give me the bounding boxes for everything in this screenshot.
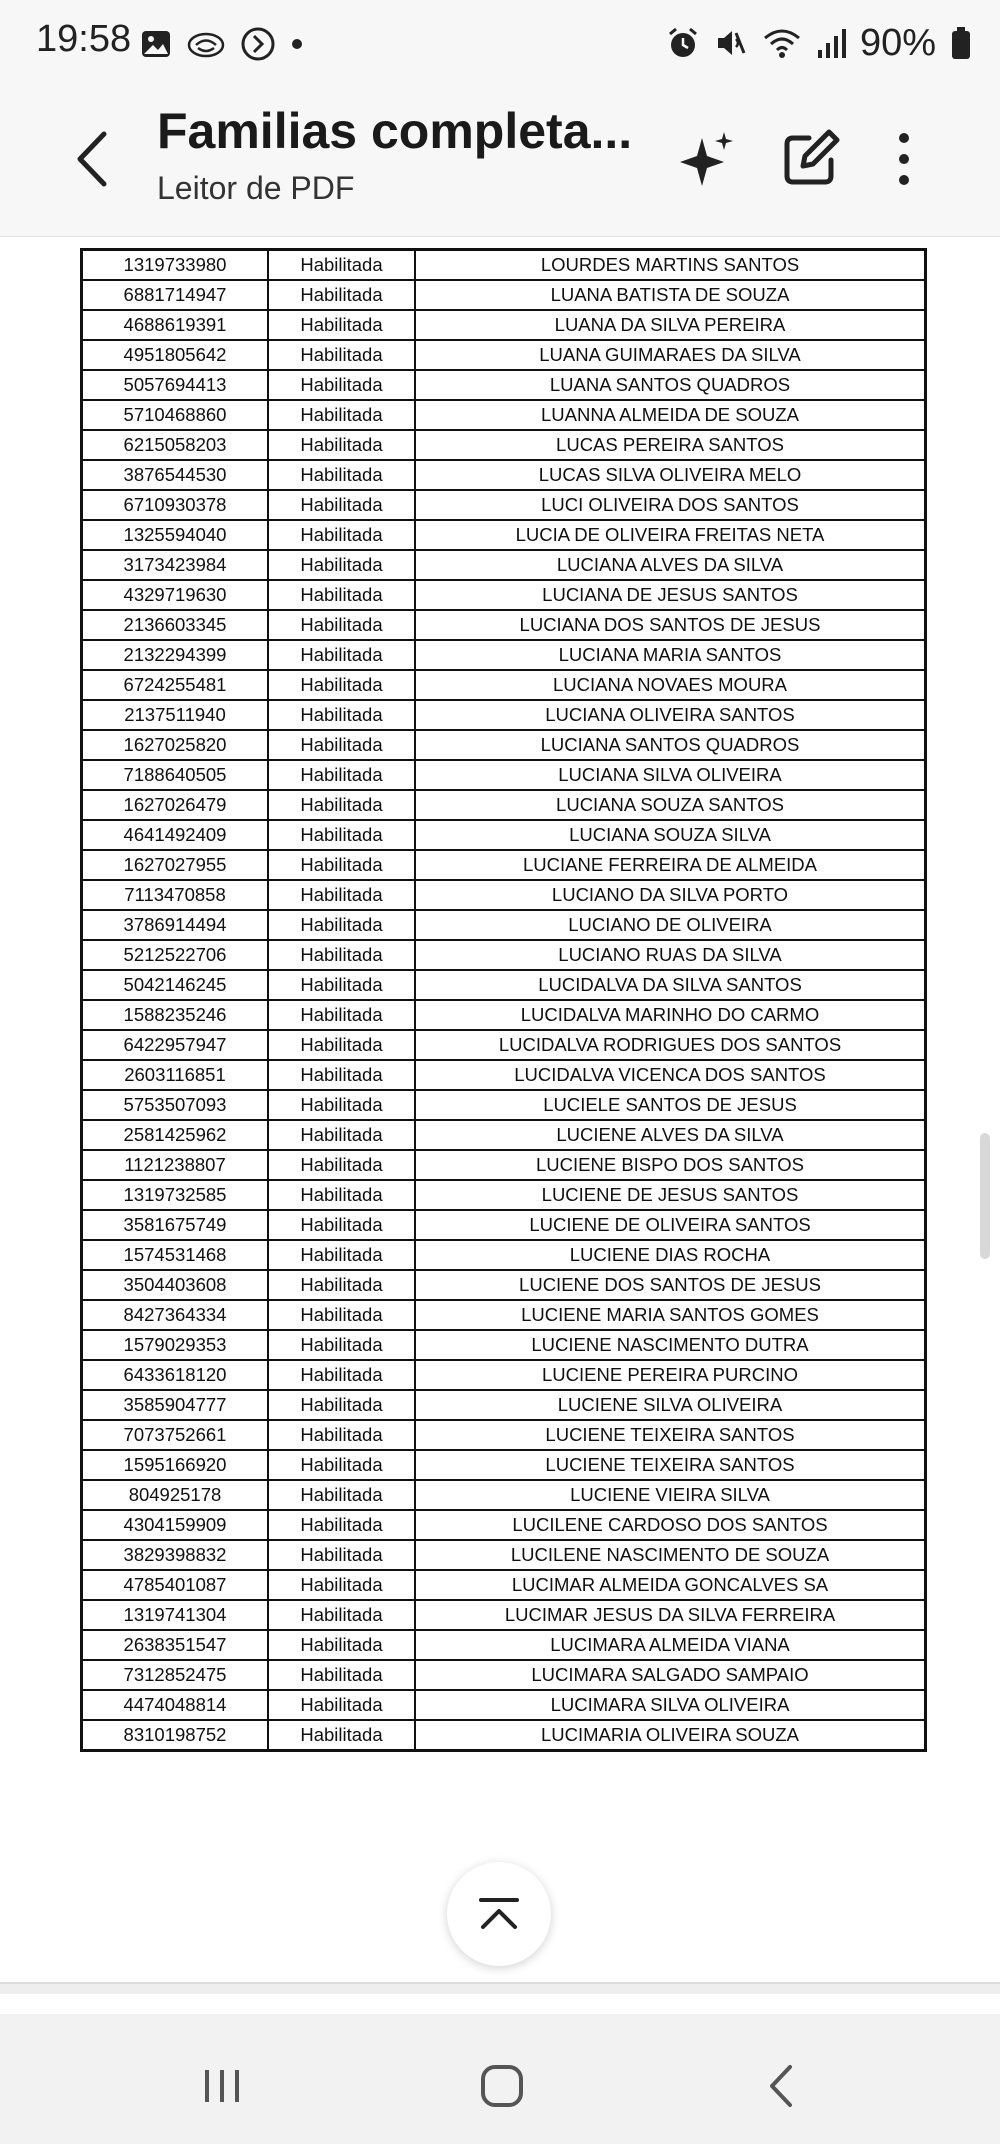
family-id-cell: 1121238807 bbox=[82, 1150, 269, 1180]
table-row bbox=[82, 1240, 926, 1270]
family-id-cell: 2137511940 bbox=[82, 700, 269, 730]
status-cell: Habilitada bbox=[268, 1600, 415, 1630]
status-time: 19:58 bbox=[36, 18, 132, 60]
name-cell: LUCIMAR JESUS DA SILVA FERREIRA bbox=[415, 1600, 926, 1630]
families-table bbox=[80, 248, 927, 1752]
status-cell: Habilitada bbox=[268, 490, 415, 520]
table-row bbox=[82, 460, 926, 490]
more-icon bbox=[869, 124, 939, 194]
status-cell: Habilitada bbox=[268, 820, 415, 850]
document-title: Familias completa... bbox=[157, 103, 633, 159]
status-cell: Habilitada bbox=[268, 1690, 415, 1720]
status-left-icons bbox=[140, 24, 304, 64]
recent-apps-icon bbox=[197, 2064, 247, 2108]
status-cell: Habilitada bbox=[268, 970, 415, 1000]
table-row bbox=[82, 1150, 926, 1180]
table-row bbox=[82, 850, 926, 880]
name-cell: LUCIENE TEIXEIRA SANTOS bbox=[415, 1450, 926, 1480]
name-cell: LUCIANA SOUZA SILVA bbox=[415, 820, 926, 850]
table-row bbox=[82, 1330, 926, 1360]
gallery-icon bbox=[140, 28, 172, 60]
table-row bbox=[82, 400, 926, 430]
name-cell: LUCIENE DE JESUS SANTOS bbox=[415, 1180, 926, 1210]
status-cell: Habilitada bbox=[268, 1570, 415, 1600]
back-icon bbox=[68, 124, 118, 194]
name-cell: LUCIDALVA RODRIGUES DOS SANTOS bbox=[415, 1030, 926, 1060]
table-row bbox=[82, 1270, 926, 1300]
name-cell: LUCIA DE OLIVEIRA FREITAS NETA bbox=[415, 520, 926, 550]
table-row bbox=[82, 940, 926, 970]
name-cell: LUCIDALVA MARINHO DO CARMO bbox=[415, 1000, 926, 1030]
back-button[interactable] bbox=[68, 124, 118, 194]
name-cell: LUCIENE ALVES DA SILVA bbox=[415, 1120, 926, 1150]
status-cell: Habilitada bbox=[268, 1270, 415, 1300]
name-cell: LUCIENE VIEIRA SILVA bbox=[415, 1480, 926, 1510]
scroll-to-top-button[interactable] bbox=[447, 1862, 551, 1966]
family-id-cell: 4951805642 bbox=[82, 340, 269, 370]
edit-button[interactable] bbox=[775, 124, 845, 194]
name-cell: LUCIDALVA VICENCA DOS SANTOS bbox=[415, 1060, 926, 1090]
family-id-cell: 4688619391 bbox=[82, 310, 269, 340]
name-cell: LUCIENE BISPO DOS SANTOS bbox=[415, 1150, 926, 1180]
ai-assist-button[interactable] bbox=[672, 124, 742, 194]
table-row bbox=[82, 370, 926, 400]
name-cell: LUCIENE MARIA SANTOS GOMES bbox=[415, 1300, 926, 1330]
back-nav-icon bbox=[762, 2061, 802, 2111]
name-cell: LUCIANA OLIVEIRA SANTOS bbox=[415, 700, 926, 730]
name-cell: LUANA DA SILVA PEREIRA bbox=[415, 310, 926, 340]
page-bottom-divider bbox=[0, 1982, 1000, 1994]
family-id-cell: 6215058203 bbox=[82, 430, 269, 460]
status-cell: Habilitada bbox=[268, 940, 415, 970]
name-cell: LUCIANA ALVES DA SILVA bbox=[415, 550, 926, 580]
name-cell: LUCAS SILVA OLIVEIRA MELO bbox=[415, 460, 926, 490]
family-id-cell: 1627025820 bbox=[82, 730, 269, 760]
status-bar bbox=[0, 0, 1000, 84]
status-cell: Habilitada bbox=[268, 1630, 415, 1660]
name-cell: LUCIENE TEIXEIRA SANTOS bbox=[415, 1420, 926, 1450]
name-cell: LUCIENE DOS SANTOS DE JESUS bbox=[415, 1270, 926, 1300]
name-cell: LUCIELE SANTOS DE JESUS bbox=[415, 1090, 926, 1120]
status-cell: Habilitada bbox=[268, 1300, 415, 1330]
family-id-cell: 3585904777 bbox=[82, 1390, 269, 1420]
status-cell: Habilitada bbox=[268, 1390, 415, 1420]
sparkle-icon bbox=[672, 124, 742, 194]
family-id-cell: 2581425962 bbox=[82, 1120, 269, 1150]
family-id-cell: 1627026479 bbox=[82, 790, 269, 820]
schedule-icon bbox=[240, 26, 276, 62]
name-cell: LUCIANA SILVA OLIVEIRA bbox=[415, 760, 926, 790]
name-cell: LUCIANA SANTOS QUADROS bbox=[415, 730, 926, 760]
status-cell: Habilitada bbox=[268, 310, 415, 340]
family-id-cell: 4329719630 bbox=[82, 580, 269, 610]
family-id-cell: 2603116851 bbox=[82, 1060, 269, 1090]
system-nav-bar bbox=[0, 2014, 1000, 2144]
table-row bbox=[82, 880, 926, 910]
name-cell: LUCIANO DE OLIVEIRA bbox=[415, 910, 926, 940]
status-cell: Habilitada bbox=[268, 730, 415, 760]
family-id-cell: 7312852475 bbox=[82, 1660, 269, 1690]
pdf-page-view[interactable] bbox=[0, 237, 1000, 1982]
battery-icon bbox=[950, 26, 972, 60]
status-cell: Habilitada bbox=[268, 1330, 415, 1360]
name-cell: LUCIMAR ALMEIDA GONCALVES SA bbox=[415, 1570, 926, 1600]
table-row bbox=[82, 310, 926, 340]
status-cell: Habilitada bbox=[268, 430, 415, 460]
family-id-cell: 1319733980 bbox=[82, 250, 269, 281]
name-cell: LUCIENE SILVA OLIVEIRA bbox=[415, 1390, 926, 1420]
family-id-cell: 2638351547 bbox=[82, 1630, 269, 1660]
name-cell: LUCIANA SOUZA SANTOS bbox=[415, 790, 926, 820]
table-row bbox=[82, 250, 926, 281]
family-id-cell: 8427364334 bbox=[82, 1300, 269, 1330]
family-id-cell: 1627027955 bbox=[82, 850, 269, 880]
table-row bbox=[82, 1420, 926, 1450]
battery-percent: 90% bbox=[859, 21, 936, 64]
family-id-cell: 6433618120 bbox=[82, 1360, 269, 1390]
name-cell: LUANA BATISTA DE SOUZA bbox=[415, 280, 926, 310]
name-cell: LUCAS PEREIRA SANTOS bbox=[415, 430, 926, 460]
table-row bbox=[82, 1510, 926, 1540]
home-icon bbox=[477, 2061, 527, 2111]
name-cell: LUCIMARA SALGADO SAMPAIO bbox=[415, 1660, 926, 1690]
table-row bbox=[82, 1210, 926, 1240]
family-id-cell: 3581675749 bbox=[82, 1210, 269, 1240]
name-cell: LUCI OLIVEIRA DOS SANTOS bbox=[415, 490, 926, 520]
status-cell: Habilitada bbox=[268, 550, 415, 580]
status-cell: Habilitada bbox=[268, 1060, 415, 1090]
status-cell: Habilitada bbox=[268, 1480, 415, 1510]
table-row bbox=[82, 760, 926, 790]
name-cell: LUCILENE NASCIMENTO DE SOUZA bbox=[415, 1540, 926, 1570]
status-cell: Habilitada bbox=[268, 460, 415, 490]
table-row bbox=[82, 1630, 926, 1660]
family-id-cell: 3504403608 bbox=[82, 1270, 269, 1300]
name-cell: LUCIMARA SILVA OLIVEIRA bbox=[415, 1690, 926, 1720]
table-row bbox=[82, 520, 926, 550]
status-cell: Habilitada bbox=[268, 1240, 415, 1270]
status-cell: Habilitada bbox=[268, 760, 415, 790]
status-cell: Habilitada bbox=[268, 850, 415, 880]
table-row bbox=[82, 1390, 926, 1420]
mute-icon bbox=[714, 26, 748, 60]
table-row bbox=[82, 790, 926, 820]
status-cell: Habilitada bbox=[268, 1180, 415, 1210]
status-cell: Habilitada bbox=[268, 1090, 415, 1120]
table-row bbox=[82, 820, 926, 850]
wifi-icon bbox=[762, 26, 802, 60]
family-id-cell: 4785401087 bbox=[82, 1570, 269, 1600]
status-cell: Habilitada bbox=[268, 1720, 415, 1751]
status-cell: Habilitada bbox=[268, 700, 415, 730]
table-row bbox=[82, 340, 926, 370]
family-id-cell: 5042146245 bbox=[82, 970, 269, 1000]
status-cell: Habilitada bbox=[268, 520, 415, 550]
table-row bbox=[82, 640, 926, 670]
table-row bbox=[82, 550, 926, 580]
families-table-body bbox=[82, 250, 926, 1751]
name-cell: LUCIMARA ALMEIDA VIANA bbox=[415, 1630, 926, 1660]
status-cell: Habilitada bbox=[268, 1030, 415, 1060]
table-row bbox=[82, 1300, 926, 1330]
status-cell: Habilitada bbox=[268, 250, 415, 281]
table-row bbox=[82, 670, 926, 700]
name-cell: LUCIANA NOVAES MOURA bbox=[415, 670, 926, 700]
name-cell: LUCIANE FERREIRA DE ALMEIDA bbox=[415, 850, 926, 880]
family-id-cell: 7188640505 bbox=[82, 760, 269, 790]
family-id-cell: 6422957947 bbox=[82, 1030, 269, 1060]
status-cell: Habilitada bbox=[268, 790, 415, 820]
name-cell: LUCIENE DE OLIVEIRA SANTOS bbox=[415, 1210, 926, 1240]
table-row bbox=[82, 1600, 926, 1630]
status-cell: Habilitada bbox=[268, 610, 415, 640]
table-row bbox=[82, 1360, 926, 1390]
status-cell: Habilitada bbox=[268, 580, 415, 610]
table-row bbox=[82, 1180, 926, 1210]
table-row bbox=[82, 1540, 926, 1570]
table-row bbox=[82, 610, 926, 640]
name-cell: LUCIDALVA DA SILVA SANTOS bbox=[415, 970, 926, 1000]
family-id-cell: 1574531468 bbox=[82, 1240, 269, 1270]
status-cell: Habilitada bbox=[268, 1000, 415, 1030]
family-id-cell: 3173423984 bbox=[82, 550, 269, 580]
name-cell: LUCIANA MARIA SANTOS bbox=[415, 640, 926, 670]
scrollbar-thumb[interactable] bbox=[980, 1133, 990, 1259]
family-id-cell: 6710930378 bbox=[82, 490, 269, 520]
family-id-cell: 3876544530 bbox=[82, 460, 269, 490]
family-id-cell: 5212522706 bbox=[82, 940, 269, 970]
name-cell: LOURDES MARTINS SANTOS bbox=[415, 250, 926, 281]
status-cell: Habilitada bbox=[268, 370, 415, 400]
status-cell: Habilitada bbox=[268, 1210, 415, 1240]
name-cell: LUCIANO DA SILVA PORTO bbox=[415, 880, 926, 910]
home-button[interactable] bbox=[462, 2056, 542, 2116]
name-cell: LUCILENE CARDOSO DOS SANTOS bbox=[415, 1510, 926, 1540]
name-cell: LUCIENE NASCIMENTO DUTRA bbox=[415, 1330, 926, 1360]
recent-apps-button[interactable] bbox=[182, 2056, 262, 2116]
table-row bbox=[82, 1480, 926, 1510]
status-cell: Habilitada bbox=[268, 1450, 415, 1480]
table-row bbox=[82, 430, 926, 460]
table-row bbox=[82, 700, 926, 730]
family-id-cell: 3829398832 bbox=[82, 1540, 269, 1570]
family-id-cell: 2136603345 bbox=[82, 610, 269, 640]
name-cell: LUCIMARIA OLIVEIRA SOUZA bbox=[415, 1720, 926, 1751]
name-cell: LUANNA ALMEIDA DE SOUZA bbox=[415, 400, 926, 430]
table-row bbox=[82, 1720, 926, 1751]
status-cell: Habilitada bbox=[268, 340, 415, 370]
family-id-cell: 7113470858 bbox=[82, 880, 269, 910]
edit-icon bbox=[775, 124, 845, 194]
name-cell: LUANA SANTOS QUADROS bbox=[415, 370, 926, 400]
family-id-cell: 1319732585 bbox=[82, 1180, 269, 1210]
family-id-cell: 1579029353 bbox=[82, 1330, 269, 1360]
table-row bbox=[82, 910, 926, 940]
family-id-cell: 5710468860 bbox=[82, 400, 269, 430]
family-id-cell: 1595166920 bbox=[82, 1450, 269, 1480]
status-cell: Habilitada bbox=[268, 1120, 415, 1150]
name-cell: LUCIENE DIAS ROCHA bbox=[415, 1240, 926, 1270]
family-id-cell: 804925178 bbox=[82, 1480, 269, 1510]
name-cell: LUANA GUIMARAES DA SILVA bbox=[415, 340, 926, 370]
table-row bbox=[82, 1090, 926, 1120]
family-id-cell: 8310198752 bbox=[82, 1720, 269, 1751]
table-row bbox=[82, 1030, 926, 1060]
alarm-icon bbox=[666, 26, 700, 60]
name-cell: LUCIANO RUAS DA SILVA bbox=[415, 940, 926, 970]
status-cell: Habilitada bbox=[268, 280, 415, 310]
name-cell: LUCIENE PEREIRA PURCINO bbox=[415, 1360, 926, 1390]
family-id-cell: 1319741304 bbox=[82, 1600, 269, 1630]
status-cell: Habilitada bbox=[268, 400, 415, 430]
name-cell: LUCIANA DOS SANTOS DE JESUS bbox=[415, 610, 926, 640]
status-cell: Habilitada bbox=[268, 640, 415, 670]
signal-icon bbox=[816, 26, 846, 60]
more-options-button[interactable] bbox=[869, 124, 939, 194]
table-row bbox=[82, 1690, 926, 1720]
status-cell: Habilitada bbox=[268, 880, 415, 910]
family-id-cell: 7073752661 bbox=[82, 1420, 269, 1450]
family-id-cell: 4304159909 bbox=[82, 1510, 269, 1540]
name-cell: LUCIANA DE JESUS SANTOS bbox=[415, 580, 926, 610]
family-id-cell: 1588235246 bbox=[82, 1000, 269, 1030]
dot-icon bbox=[290, 37, 304, 51]
status-cell: Habilitada bbox=[268, 910, 415, 940]
family-id-cell: 2132294399 bbox=[82, 640, 269, 670]
table-row bbox=[82, 1570, 926, 1600]
table-row bbox=[82, 970, 926, 1000]
table-row bbox=[82, 1120, 926, 1150]
family-id-cell: 4474048814 bbox=[82, 1690, 269, 1720]
table-row bbox=[82, 1060, 926, 1090]
family-id-cell: 6881714947 bbox=[82, 280, 269, 310]
table-row bbox=[82, 580, 926, 610]
back-nav-button[interactable] bbox=[742, 2056, 822, 2116]
app-header bbox=[0, 84, 1000, 237]
family-id-cell: 3786914494 bbox=[82, 910, 269, 940]
table-row bbox=[82, 1450, 926, 1480]
family-id-cell: 4641492409 bbox=[82, 820, 269, 850]
document-subtitle: Leitor de PDF bbox=[157, 170, 355, 206]
status-cell: Habilitada bbox=[268, 1150, 415, 1180]
family-id-cell: 5753507093 bbox=[82, 1090, 269, 1120]
table-row bbox=[82, 280, 926, 310]
status-cell: Habilitada bbox=[268, 1510, 415, 1540]
family-id-cell: 6724255481 bbox=[82, 670, 269, 700]
status-cell: Habilitada bbox=[268, 1420, 415, 1450]
family-id-cell: 1325594040 bbox=[82, 520, 269, 550]
status-cell: Habilitada bbox=[268, 670, 415, 700]
family-id-cell: 5057694413 bbox=[82, 370, 269, 400]
table-row bbox=[82, 1000, 926, 1030]
status-cell: Habilitada bbox=[268, 1360, 415, 1390]
status-cell: Habilitada bbox=[268, 1540, 415, 1570]
table-row bbox=[82, 1660, 926, 1690]
status-right-icons bbox=[666, 18, 972, 68]
cloud-sync-icon bbox=[186, 28, 226, 60]
status-cell: Habilitada bbox=[268, 1660, 415, 1690]
table-row bbox=[82, 730, 926, 760]
table-row bbox=[82, 490, 926, 520]
chevron-up-bar-icon bbox=[477, 1897, 521, 1931]
